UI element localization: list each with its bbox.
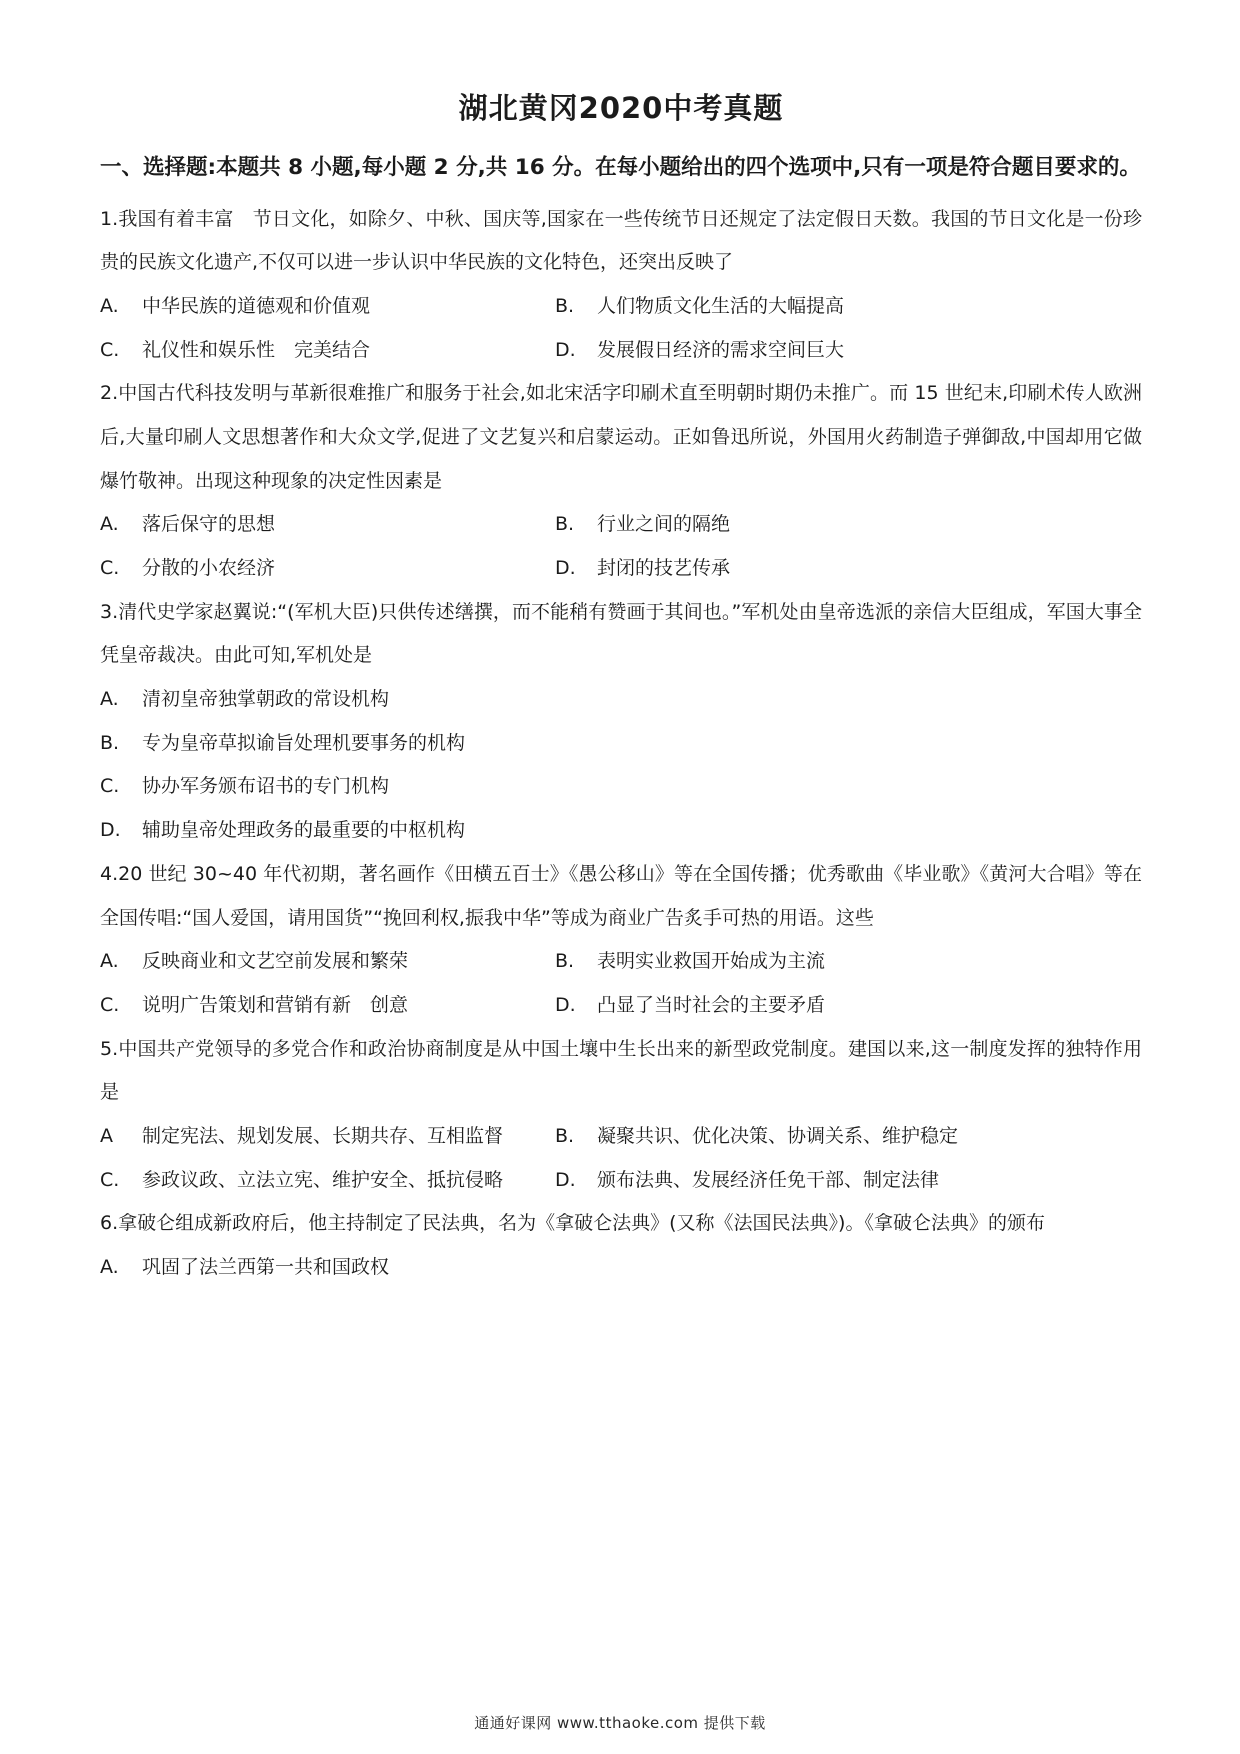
option-text: 封闭的技艺传承 — [597, 557, 731, 580]
option-label: D. — [555, 557, 576, 580]
option-label: C. — [100, 338, 120, 361]
option-label: B. — [100, 731, 120, 754]
question-3-stem: 3.清代史学家赵翼说:“(军机大臣)只供传述缮撰，而不能稍有赞画于其间也。”军机处由皇帝选派的亲信大臣组成，军国大事全凭皇帝裁决。由此可知,军机处是 — [100, 600, 1142, 667]
question-1-option-b — [555, 285, 1142, 329]
option-text: 清初皇帝独掌朝政的常设机构 — [142, 688, 390, 711]
question-3-option-c — [100, 765, 1142, 809]
option-label: B. — [555, 513, 575, 536]
question-1-option-c — [100, 329, 555, 373]
question-4-options — [100, 940, 1142, 1027]
option-label: C. — [100, 993, 120, 1016]
question-4-option-a — [100, 940, 555, 984]
page-title: 湖北黄冈2020中考真题 — [458, 91, 784, 125]
option-label: A. — [100, 950, 119, 973]
question-2-option-a — [100, 503, 555, 547]
question-3-option-a — [100, 678, 1142, 722]
option-text: 发展假日经济的需求空间巨大 — [597, 338, 845, 361]
option-label: B. — [555, 950, 575, 973]
option-text: 反映商业和文艺空前发展和繁荣 — [142, 950, 409, 973]
question-4-option-c — [100, 984, 555, 1028]
question-3-option-b — [100, 722, 1142, 766]
question-3 — [100, 591, 1142, 853]
question-2-stem: 2.中国古代科技发明与革新很难推广和服务于社会,如北宋活字印刷术直至明朝时期仍未推广。而 15 世纪末,印刷术传人欧洲后,大量印刷人文思想著作和大众文学,促进了文艺复兴和启蒙运动。正如鲁迅所说，外国用火药制造子弹御敌,中国却用它做爆竹敬神。出现这种现象的决定性因素是 — [100, 382, 1142, 492]
question-6-option-a — [100, 1246, 1142, 1290]
question-3-options — [100, 678, 1142, 853]
question-5-stem: 5.中国共产党领导的多党合作和政治协商制度是从中国土壤中生长出来的新型政党制度。建国以来,这一制度发挥的独特作用是 — [100, 1037, 1142, 1104]
option-text: 中华民族的道德观和价值观 — [142, 294, 371, 317]
question-1 — [100, 198, 1142, 373]
question-2 — [100, 372, 1142, 590]
question-5-option-a — [100, 1115, 555, 1159]
option-label: C. — [100, 1168, 120, 1191]
option-text: 制定宪法、规划发展、长期共存、互相监督 — [142, 1124, 504, 1147]
option-text: 行业之间的隔绝 — [597, 513, 731, 536]
option-label: B. — [555, 294, 575, 317]
option-text: 协办军务颁布诏书的专门机构 — [142, 775, 390, 798]
option-text: 凸显了当时社会的主要矛盾 — [597, 993, 826, 1016]
option-label: D. — [100, 819, 121, 842]
question-4-option-b — [555, 940, 1142, 984]
section-heading: 一、选择题:本题共 8 小题,每小题 2 分,共 16 分。在每小题给出的四个选项中,只有一项是符合题目要求的。 — [100, 155, 1141, 180]
option-text: 落后保守的思想 — [142, 513, 276, 536]
option-text: 表明实业救国开始成为主流 — [597, 950, 826, 973]
footer-credit: 通通好课网 www.tthaoke.com 提供下载 — [474, 1714, 766, 1732]
question-1-stem: 1.我国有着丰富 节日文化，如除夕、中秋、国庆等,国家在一些传统节日还规定了法定假日天数。我国的节日文化是一份珍贵的民族文化遗产,不仅可以进一步认识中华民族的文化特色，还突出反映了 — [100, 207, 1142, 274]
option-label: D. — [555, 338, 576, 361]
option-label: A. — [100, 513, 119, 536]
option-text: 辅助皇帝处理政务的最重要的中枢机构 — [142, 819, 466, 842]
question-5-option-c — [100, 1159, 555, 1203]
option-text: 颁布法典、发展经济任免干部、制定法律 — [597, 1168, 940, 1191]
option-label: D. — [555, 1168, 576, 1191]
question-2-option-b — [555, 503, 1142, 547]
question-4-stem: 4.20 世纪 30~40 年代初期，著名画作《田横五百士》《愚公移山》等在全国传播；优秀歌曲《毕业歌》《黄河大合唱》等在全国传唱:“国人爱国，请用国货”“挽回利权,振我中华”等成为商业广告炙手可热的用语。这些 — [100, 862, 1142, 929]
question-6-stem: 6.拿破仑组成新政府后，他主持制定了民法典，名为《拿破仑法典》(又称《法国民法典》)。《拿破仑法典》的颁布 — [100, 1212, 1045, 1235]
question-5 — [100, 1028, 1142, 1203]
question-1-option-d — [555, 329, 1142, 373]
option-label: C. — [100, 557, 120, 580]
option-text: 参政议政、立法立宪、维护安全、抵抗侵略 — [142, 1168, 504, 1191]
option-label: A. — [100, 1256, 119, 1279]
question-4-option-d — [555, 984, 1142, 1028]
question-4 — [100, 853, 1142, 1028]
option-label: A — [100, 1124, 113, 1147]
exam-page — [100, 86, 1142, 1290]
option-label: A. — [100, 294, 119, 317]
question-2-option-d — [555, 547, 1142, 591]
option-text: 凝聚共识、优化决策、协调关系、维护稳定 — [597, 1124, 959, 1147]
question-5-option-d — [555, 1159, 1142, 1203]
option-text: 人们物质文化生活的大幅提高 — [597, 294, 845, 317]
option-text: 巩固了法兰西第一共和国政权 — [142, 1256, 390, 1279]
option-label: B. — [555, 1124, 575, 1147]
question-1-options — [100, 285, 1142, 372]
option-label: A. — [100, 688, 119, 711]
question-5-options — [100, 1115, 1142, 1202]
option-text: 专为皇帝草拟谕旨处理机要事务的机构 — [142, 731, 466, 754]
option-text: 分散的小农经济 — [142, 557, 276, 580]
question-1-option-a — [100, 285, 555, 329]
question-5-option-b — [555, 1115, 1142, 1159]
question-6-options — [100, 1246, 1142, 1290]
option-text: 礼仪性和娱乐性 完美结合 — [142, 338, 371, 361]
question-2-options — [100, 503, 1142, 590]
question-2-option-c — [100, 547, 555, 591]
option-label: C. — [100, 775, 120, 798]
question-3-option-d — [100, 809, 1142, 853]
question-6 — [100, 1202, 1142, 1289]
option-text: 说明广告策划和营销有新 创意 — [142, 993, 409, 1016]
option-label: D. — [555, 993, 576, 1016]
